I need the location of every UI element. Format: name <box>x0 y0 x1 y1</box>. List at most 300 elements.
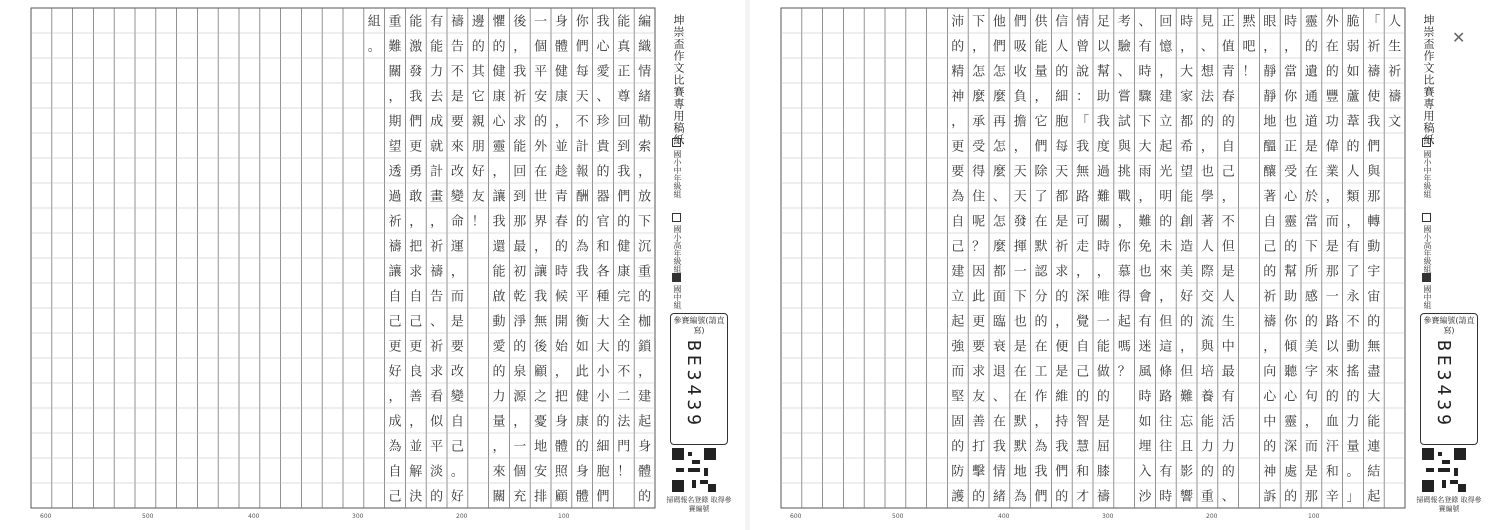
handwritten-character: 而 <box>1304 439 1318 455</box>
handwritten-character: 訴 <box>1263 489 1277 505</box>
handwritten-character: 有 <box>430 14 444 30</box>
handwritten-character: 己 <box>1076 364 1090 380</box>
handwritten-character: 路 <box>1076 189 1090 205</box>
handwritten-character: 的 <box>1284 489 1298 505</box>
handwritten-character: 自 <box>951 214 965 230</box>
handwritten-character: ， <box>409 214 423 230</box>
handwritten-character: 們 <box>575 39 589 55</box>
handwritten-character: 助 <box>1096 89 1110 105</box>
handwritten-character: 運 <box>450 239 464 255</box>
handwritten-character: ？ <box>1117 364 1131 380</box>
handwritten-character: 尊 <box>617 89 631 105</box>
handwritten-character: 我 <box>617 164 631 180</box>
handwritten-character: 的 <box>534 114 548 130</box>
handwritten-character: 你 <box>1284 89 1298 105</box>
handwritten-character: 的 <box>1284 239 1298 255</box>
handwritten-character: 明 <box>1159 189 1173 205</box>
handwritten-character: 自 <box>409 289 423 305</box>
handwritten-character: 世 <box>534 189 548 205</box>
qr-note: 掃碼報名登錄 取得參賽編號 <box>1416 496 1482 513</box>
handwritten-character: 命 <box>450 214 464 230</box>
handwritten-character: 泉 <box>513 364 527 380</box>
scale-label: 300 <box>352 513 364 520</box>
handwritten-character: 的 <box>617 339 631 355</box>
handwritten-character: 是 <box>1096 414 1110 430</box>
handwritten-character: 自 <box>1263 214 1277 230</box>
checkbox-checked-icon[interactable] <box>672 273 681 282</box>
handwritten-character: 我 <box>1096 114 1110 130</box>
handwritten-character: 身 <box>554 414 568 430</box>
handwritten-character: 大 <box>1180 64 1194 80</box>
handwritten-character: 是 <box>1055 364 1069 380</box>
handwritten-character: 收 <box>1013 64 1027 80</box>
handwritten-character: 往 <box>1159 439 1173 455</box>
handwritten-character: 起 <box>1117 314 1131 330</box>
handwritten-character: 排 <box>534 489 548 505</box>
handwritten-character: ， <box>1325 189 1339 205</box>
handwritten-character: 助 <box>1284 289 1298 305</box>
handwritten-character: 與 <box>1117 139 1131 155</box>
handwritten-character: 心 <box>596 39 610 55</box>
handwritten-character: 讓 <box>388 264 402 280</box>
handwritten-character: 擊 <box>972 464 986 480</box>
handwritten-character: 變 <box>450 389 464 405</box>
handwritten-character: 趁 <box>554 164 568 180</box>
handwritten-character: 乾 <box>513 289 527 305</box>
handwritten-character: 結 <box>1367 464 1381 480</box>
scale-label: 100 <box>558 513 570 520</box>
handwritten-character: 怎 <box>992 139 1006 155</box>
handwritten-character: 埋 <box>1138 439 1152 455</box>
scale-label: 100 <box>1308 513 1320 520</box>
checkbox-icon[interactable] <box>1422 138 1431 147</box>
scale-label: 200 <box>456 513 468 520</box>
handwritten-character: 無 <box>534 314 548 330</box>
handwritten-character: 憂 <box>534 414 548 430</box>
handwritten-character: 種 <box>596 289 610 305</box>
handwritten-character: 改 <box>450 364 464 380</box>
handwritten-character: 愛 <box>596 64 610 80</box>
handwritten-character: 的 <box>554 239 568 255</box>
handwritten-character: 連 <box>1367 439 1381 455</box>
id-box <box>1420 313 1478 445</box>
handwritten-character: 都 <box>992 264 1006 280</box>
handwritten-character: 神 <box>1263 464 1277 480</box>
handwritten-character: 沉 <box>638 239 652 255</box>
handwritten-character: 不 <box>617 364 631 380</box>
handwritten-character: 春 <box>1221 89 1235 105</box>
handwritten-character: 受 <box>972 139 986 155</box>
handwritten-character: 默 <box>1013 414 1027 430</box>
handwritten-character: 功 <box>1325 114 1339 130</box>
handwritten-character: 神 <box>951 89 965 105</box>
handwritten-character: 平 <box>430 439 444 455</box>
qr-note: 掃碼報名登錄 取得參賽編號 <box>666 496 732 513</box>
handwritten-character: ， <box>638 164 652 180</box>
handwritten-character: 影 <box>1180 464 1194 480</box>
handwritten-character: 小 <box>596 389 610 405</box>
handwritten-character: 的 <box>1076 389 1090 405</box>
handwritten-character: 都 <box>1180 114 1194 130</box>
handwritten-character: 情 <box>638 64 652 80</box>
handwritten-character: 解 <box>409 464 423 480</box>
handwritten-character: 身 <box>638 439 652 455</box>
handwritten-character: 在 <box>1304 164 1318 180</box>
handwritten-character: 美 <box>1180 264 1194 280</box>
handwritten-character: 勒 <box>638 114 652 130</box>
handwritten-character: 以 <box>1325 339 1339 355</box>
handwritten-character: 靜 <box>1263 89 1277 105</box>
handwritten-character: 豐 <box>1325 89 1339 105</box>
handwritten-character: 己 <box>1221 164 1235 180</box>
handwritten-character: 能 <box>1096 339 1110 355</box>
handwritten-character: 的 <box>1055 64 1069 80</box>
handwritten-character: 信 <box>1055 14 1069 30</box>
handwritten-character: 時 <box>1159 489 1173 505</box>
handwritten-character: 告 <box>450 39 464 55</box>
handwritten-character: 每 <box>575 64 589 80</box>
handwritten-character: 感 <box>1304 289 1318 305</box>
handwritten-character: ， <box>1034 89 1048 105</box>
handwritten-character: 足 <box>1096 14 1110 30</box>
handwritten-character: 的 <box>951 39 965 55</box>
handwritten-character: 一 <box>1013 264 1027 280</box>
handwritten-character: 認 <box>1034 264 1048 280</box>
checkbox-icon[interactable] <box>1422 213 1431 222</box>
handwritten-character: 緒 <box>638 89 652 105</box>
handwritten-character: 也 <box>1200 164 1214 180</box>
handwritten-character: 們 <box>409 114 423 130</box>
handwritten-character: 深 <box>1076 289 1090 305</box>
handwritten-character: 來 <box>450 139 464 155</box>
qr-code-icon <box>672 448 716 492</box>
handwritten-character: 有 <box>1138 39 1152 55</box>
handwritten-character: 那 <box>1367 189 1381 205</box>
handwritten-character: 這 <box>1159 339 1173 355</box>
handwritten-character: 的 <box>1304 39 1318 55</box>
handwritten-character: 大 <box>596 339 610 355</box>
handwritten-character: 供 <box>1034 14 1048 30</box>
handwritten-character: 量 <box>492 414 506 430</box>
handwritten-character: 們 <box>1055 464 1069 480</box>
handwritten-character: 安 <box>534 464 548 480</box>
handwritten-character: 可 <box>1076 214 1090 230</box>
handwritten-character: 在 <box>1034 339 1048 355</box>
handwritten-character: 禱 <box>1388 89 1402 105</box>
handwritten-character: 而 <box>951 364 965 380</box>
handwritten-character: 候 <box>554 289 568 305</box>
handwritten-character: 考 <box>1117 14 1131 30</box>
handwritten-character: 時 <box>1138 389 1152 405</box>
handwritten-character: 求 <box>409 264 423 280</box>
handwritten-character: 衡 <box>575 314 589 330</box>
handwritten-character: 情 <box>1076 14 1090 30</box>
handwritten-character: 並 <box>409 439 423 455</box>
handwritten-character: 為 <box>951 189 965 205</box>
handwritten-character: 通 <box>1304 89 1318 105</box>
handwritten-character: 的 <box>1263 439 1277 455</box>
handwritten-character: 放 <box>638 189 652 205</box>
handwritten-character: 完 <box>617 289 631 305</box>
handwritten-character: 建 <box>951 264 965 280</box>
handwritten-character: 我 <box>1034 464 1048 480</box>
handwritten-character: 地 <box>534 439 548 455</box>
handwritten-character: 脆 <box>1346 14 1360 30</box>
handwritten-character: 在 <box>992 414 1006 430</box>
handwritten-character: 地 <box>1013 464 1027 480</box>
handwritten-character: 更 <box>388 339 402 355</box>
handwritten-character: 生 <box>1221 314 1235 330</box>
handwritten-character: 試 <box>1117 114 1131 130</box>
handwritten-character: 因 <box>972 264 986 280</box>
handwritten-character: 心 <box>1284 389 1298 405</box>
handwritten-character: 黙 <box>1242 14 1256 30</box>
handwritten-character: 胞 <box>596 464 610 480</box>
handwritten-character: 二 <box>617 389 631 405</box>
handwritten-character: 吸 <box>1013 39 1027 55</box>
handwritten-character: 醞 <box>1263 139 1277 155</box>
handwritten-character: 有 <box>1221 389 1235 405</box>
left-grid <box>0 0 660 530</box>
handwritten-character: 力 <box>1221 439 1235 455</box>
handwritten-character: 來 <box>1159 264 1173 280</box>
handwritten-character: 量 <box>1346 439 1360 455</box>
handwritten-character: 驗 <box>1117 39 1131 55</box>
handwritten-character: 怎 <box>972 64 986 80</box>
handwritten-character: 汗 <box>1325 439 1339 455</box>
handwritten-character: ， <box>554 364 568 380</box>
handwritten-character: 的 <box>1159 214 1173 230</box>
handwritten-character: 懼 <box>492 14 506 30</box>
handwritten-character: 面 <box>992 289 1006 305</box>
handwritten-character: 生 <box>1388 39 1402 55</box>
handwritten-character: ， <box>388 389 402 405</box>
handwritten-character: 呢 <box>972 214 986 230</box>
handwritten-character: 心 <box>1284 189 1298 205</box>
handwritten-character: 往 <box>1159 414 1173 430</box>
handwritten-character: 的 <box>471 39 485 55</box>
handwritten-character: ！ <box>617 464 631 480</box>
checkbox-checked-icon[interactable] <box>1422 273 1431 282</box>
handwritten-character: 編 <box>638 14 652 30</box>
handwritten-character: 青 <box>554 189 568 205</box>
handwritten-character: 個 <box>534 39 548 55</box>
handwritten-character: 們 <box>1034 489 1048 505</box>
handwritten-character: 人 <box>1221 289 1235 305</box>
handwritten-character: 力 <box>492 389 506 405</box>
handwritten-character: 把 <box>554 389 568 405</box>
handwritten-character: 交 <box>1200 289 1214 305</box>
handwritten-character: 過 <box>388 189 402 205</box>
handwritten-character: 無 <box>1076 164 1090 180</box>
handwritten-character: 負 <box>1013 89 1027 105</box>
checkbox-icon[interactable] <box>672 138 681 147</box>
handwritten-character: 會 <box>1138 289 1152 305</box>
handwritten-character: 法 <box>1200 89 1214 105</box>
handwritten-character: 靜 <box>1263 64 1277 80</box>
handwritten-character: 來 <box>1325 364 1339 380</box>
handwritten-character: 己 <box>951 239 965 255</box>
handwritten-character: 器 <box>596 189 610 205</box>
handwritten-character: 光 <box>1159 164 1173 180</box>
handwritten-character: 、 <box>1221 489 1235 505</box>
handwritten-character: 維 <box>1055 389 1069 405</box>
handwritten-character: 、 <box>992 189 1006 205</box>
handwritten-character: 我 <box>409 89 423 105</box>
handwritten-character: 自 <box>388 289 402 305</box>
handwritten-character: 身 <box>554 14 568 30</box>
handwritten-character: 還 <box>492 239 506 255</box>
handwritten-character: 如 <box>1138 414 1152 430</box>
handwritten-character: 源 <box>513 389 527 405</box>
handwritten-character: 靈 <box>1304 14 1318 30</box>
handwritten-character: 的 <box>638 289 652 305</box>
handwritten-character: 搖 <box>1346 364 1360 380</box>
handwritten-character: 創 <box>1180 214 1194 230</box>
handwritten-character: 正 <box>1221 14 1235 30</box>
handwritten-character: 人 <box>1388 14 1402 30</box>
handwritten-character: 時 <box>1096 239 1110 255</box>
handwritten-character: 地 <box>1263 114 1277 130</box>
handwritten-character: 憶 <box>1159 39 1173 55</box>
handwritten-character: 著 <box>1200 214 1214 230</box>
handwritten-character: ， <box>492 164 506 180</box>
handwritten-character: 康 <box>554 89 568 105</box>
handwritten-character: 美 <box>1304 339 1318 355</box>
handwritten-character: 更 <box>972 314 986 330</box>
handwritten-character: 的 <box>1346 139 1360 155</box>
scale-label: 200 <box>1206 513 1218 520</box>
handwritten-character: 麼 <box>992 164 1006 180</box>
handwritten-character: 怎 <box>992 64 1006 80</box>
handwritten-character: 也 <box>1284 114 1298 130</box>
handwritten-character: 雨 <box>1138 164 1152 180</box>
handwritten-character: 而 <box>450 289 464 305</box>
handwritten-character: 在 <box>534 164 548 180</box>
handwritten-character: 一 <box>513 439 527 455</box>
handwritten-character: 起 <box>951 314 965 330</box>
handwritten-character: 和 <box>596 239 610 255</box>
handwritten-character: 作 <box>1034 389 1048 405</box>
handwritten-character: 的 <box>596 414 610 430</box>
handwritten-character: 能 <box>492 264 506 280</box>
checkbox-icon[interactable] <box>672 213 681 222</box>
handwritten-character: 的 <box>638 489 652 505</box>
handwritten-character: 的 <box>1180 314 1194 330</box>
handwritten-character: ， <box>492 439 506 455</box>
handwritten-character: 防 <box>951 464 965 480</box>
handwritten-character: 養 <box>1200 389 1214 405</box>
handwritten-character: 持 <box>1055 414 1069 430</box>
handwritten-character: 時 <box>1180 14 1194 30</box>
handwritten-character: 屈 <box>1096 439 1110 455</box>
handwritten-character: 類 <box>1346 189 1360 205</box>
handwritten-character: 我 <box>492 214 506 230</box>
handwritten-character: 健 <box>617 239 631 255</box>
handwritten-character: 偉 <box>1325 139 1339 155</box>
handwritten-character: 人 <box>1200 239 1214 255</box>
handwritten-character: 度 <box>1096 139 1110 155</box>
handwritten-character: 業 <box>1325 164 1339 180</box>
handwritten-character: ！ <box>1242 64 1256 80</box>
handwritten-character: 天 <box>575 89 589 105</box>
handwritten-character: 際 <box>1200 264 1214 280</box>
handwritten-character: 、 <box>1117 64 1131 80</box>
option-label: 國中組 <box>673 285 682 309</box>
handwritten-character: 友 <box>471 189 485 205</box>
handwritten-character: 。 <box>450 464 464 480</box>
handwritten-character: 更 <box>951 139 965 155</box>
handwritten-character: 來 <box>492 464 506 480</box>
handwritten-character: 它 <box>471 89 485 105</box>
handwritten-character: 有 <box>1346 239 1360 255</box>
handwritten-character: 啟 <box>492 289 506 305</box>
handwritten-character: 是 <box>450 314 464 330</box>
handwritten-character: 以 <box>1096 39 1110 55</box>
handwritten-character: 默 <box>1034 239 1048 255</box>
handwritten-character: 鎖 <box>638 339 652 355</box>
handwritten-character: 了 <box>1346 264 1360 280</box>
handwritten-character: 的 <box>1304 314 1318 330</box>
handwritten-character: 所 <box>1304 264 1318 280</box>
handwritten-character: 你 <box>1117 239 1131 255</box>
handwritten-character: 良 <box>409 364 423 380</box>
handwritten-character: 讓 <box>534 264 548 280</box>
handwritten-character: 的 <box>1200 114 1214 130</box>
handwritten-character: 路 <box>1325 314 1339 330</box>
handwritten-character: 們 <box>596 489 610 505</box>
handwritten-character: 血 <box>1325 414 1339 430</box>
handwritten-character: 禱 <box>1096 489 1110 505</box>
handwritten-character: 在 <box>1013 364 1027 380</box>
handwritten-character: 、 <box>1200 39 1214 55</box>
handwritten-character: 邊 <box>471 14 485 30</box>
handwritten-character: 學 <box>1200 189 1214 205</box>
handwritten-character: 們 <box>1013 14 1027 30</box>
handwritten-character: 我 <box>1367 114 1381 130</box>
handwritten-character: 能 <box>1180 189 1194 205</box>
handwritten-character: 能 <box>430 39 444 55</box>
handwritten-character: 春 <box>554 214 568 230</box>
option-label: 國中組 <box>1423 285 1432 309</box>
handwritten-character: 外 <box>534 139 548 155</box>
handwritten-character: 的 <box>575 214 589 230</box>
id-label: 參賽編號(請直寫) <box>1423 316 1475 335</box>
handwritten-character: 改 <box>450 164 464 180</box>
id-label: 參賽編號(請直寫) <box>673 316 725 335</box>
handwritten-character: 大 <box>1138 139 1152 155</box>
right-grid <box>750 0 1410 530</box>
handwritten-character: 家 <box>1180 89 1194 105</box>
handwritten-character: 最 <box>513 239 527 255</box>
handwritten-character: 時 <box>1138 64 1152 80</box>
handwritten-character: 充 <box>513 489 527 505</box>
handwritten-character: 唯 <box>1096 289 1110 305</box>
handwritten-character: 照 <box>554 464 568 480</box>
handwritten-character: ， <box>1346 214 1360 230</box>
handwritten-character: 活 <box>1221 414 1235 430</box>
handwritten-character: 為 <box>575 239 589 255</box>
handwritten-character: 我 <box>534 289 548 305</box>
handwritten-character: 風 <box>1138 364 1152 380</box>
handwritten-character: 且 <box>1180 439 1194 455</box>
handwritten-character: 與 <box>1200 339 1214 355</box>
handwritten-character: 求 <box>1055 264 1069 280</box>
handwritten-character: 我 <box>575 264 589 280</box>
handwritten-character: 不 <box>1346 314 1360 330</box>
handwritten-character: 把 <box>409 239 423 255</box>
handwritten-character: 人 <box>1055 39 1069 55</box>
